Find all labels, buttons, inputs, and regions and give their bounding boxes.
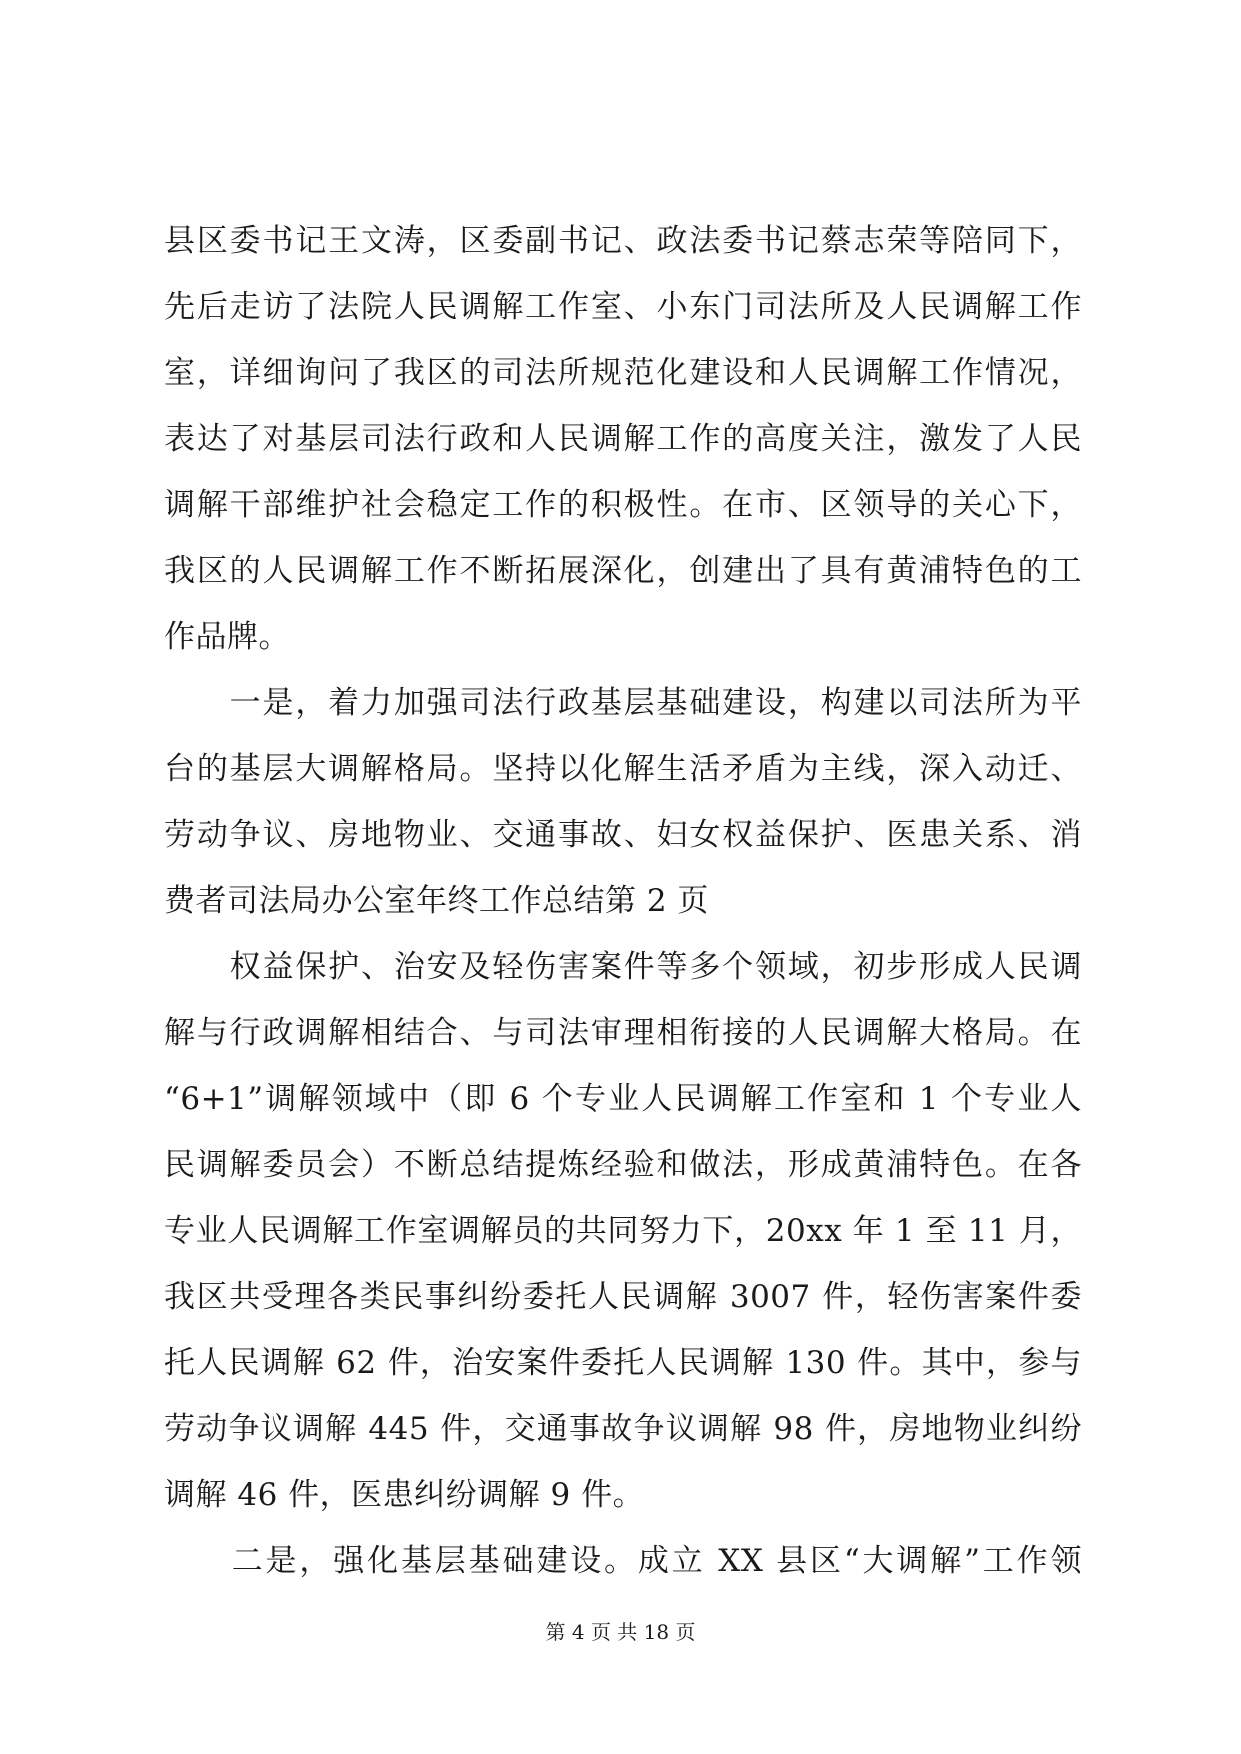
text-line: 权益保护、治安及轻伤害案件等多个领域，初步形成人民调 xyxy=(164,949,1082,985)
text-line: 室，详细询问了我区的司法所规范化建设和人民调解工作情况， xyxy=(164,355,1082,391)
text-line: 表达了对基层司法行政和人民调解工作的高度关注，激发了人民 xyxy=(164,421,1082,457)
text-line: “6+1”调解领域中（即 6 个专业人民调解工作室和 1 个专业人 xyxy=(164,1081,1082,1117)
text-line: 先后走访了法院人民调解工作室、小东门司法所及人民调解工作 xyxy=(164,289,1082,325)
text-line: 调解干部维护社会稳定工作的积极性。在市、区领导的关心下， xyxy=(164,487,1082,523)
text-line: 费者司法局办公室年终工作总结第 2 页 xyxy=(164,883,709,919)
document-body xyxy=(164,208,1082,1594)
text-line: 二是，强化基层基础建设。成立 XX 县区“大调解”工作领 xyxy=(164,1543,1082,1579)
text-line: 民调解委员会）不断总结提炼经验和做法，形成黄浦特色。在各 xyxy=(164,1147,1082,1183)
text-line: 一是，着力加强司法行政基层基础建设，构建以司法所为平 xyxy=(164,685,1082,721)
text-line: 我区共受理各类民事纠纷委托人民调解 3007 件，轻伤害案件委 xyxy=(164,1279,1082,1315)
text-line: 托人民调解 62 件，治安案件委托人民调解 130 件。其中，参与 xyxy=(164,1345,1082,1381)
text-line: 我区的人民调解工作不断拓展深化，创建出了具有黄浦特色的工 xyxy=(164,553,1082,589)
text-line: 台的基层大调解格局。坚持以化解生活矛盾为主线，深入动迁、 xyxy=(164,751,1082,787)
text-line: 专业人民调解工作室调解员的共同努力下，20xx 年 1 至 11 月， xyxy=(164,1213,1082,1249)
text-line: 解与行政调解相结合、与司法审理相衔接的人民调解大格局。在 xyxy=(164,1015,1082,1051)
text-line: 调解 46 件，医患纠纷调解 9 件。 xyxy=(164,1477,645,1513)
text-line: 作品牌。 xyxy=(164,619,290,655)
page-number-footer: 第 4 页 共 18 页 xyxy=(545,1620,696,1644)
text-line: 劳动争议、房地物业、交通事故、妇女权益保护、医患关系、消 xyxy=(164,817,1082,853)
text-line: 劳动争议调解 445 件，交通事故争议调解 98 件，房地物业纠纷 xyxy=(164,1411,1082,1447)
text-line: 县区委书记王文涛，区委副书记、政法委书记蔡志荣等陪同下， xyxy=(164,223,1082,259)
